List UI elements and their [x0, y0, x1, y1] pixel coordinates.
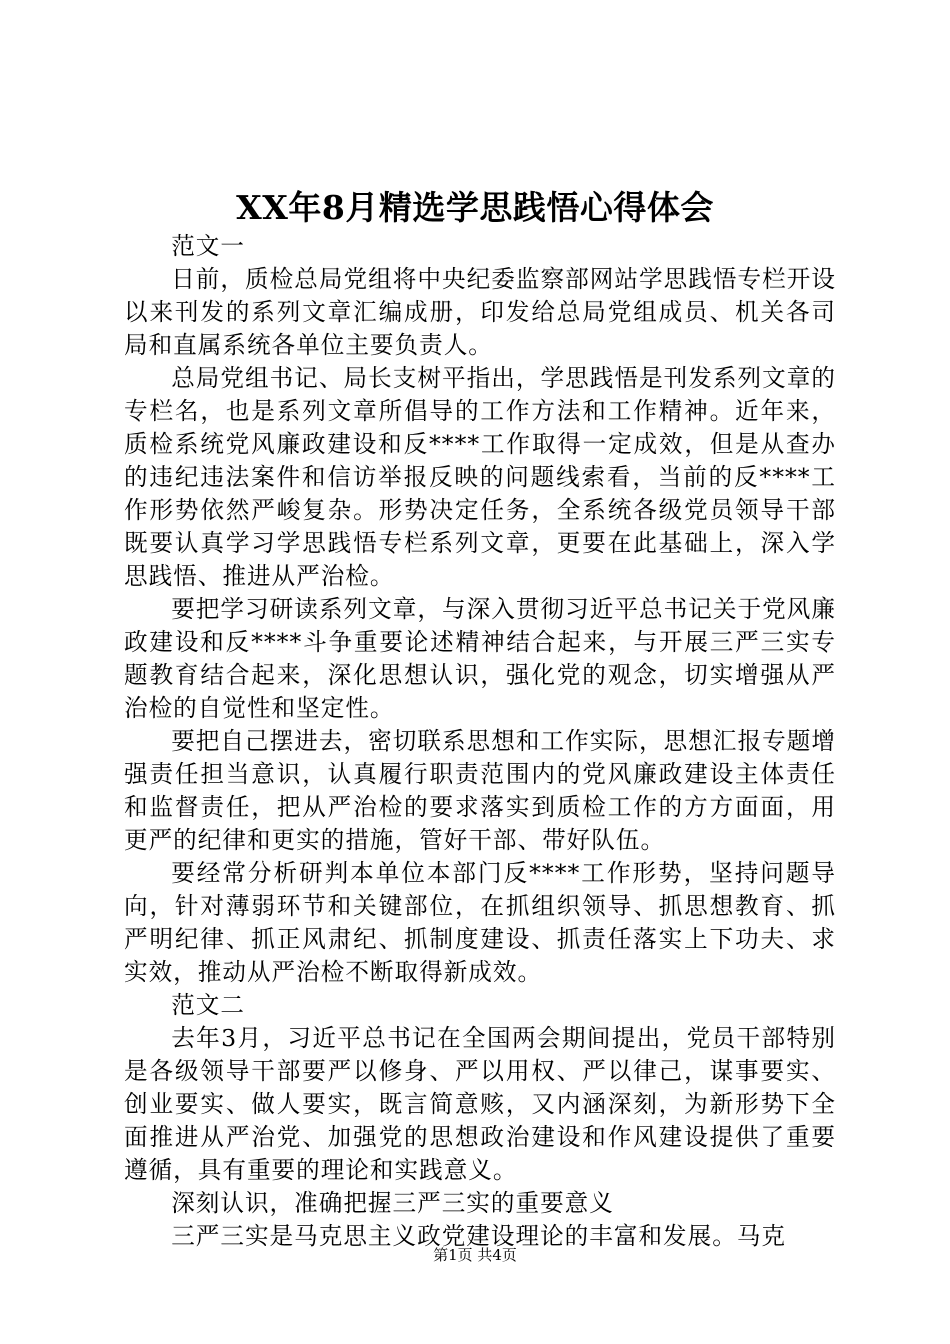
document-body — [124, 230, 836, 1253]
paragraph: 要经常分析研判本单位本部门反****工作形势，坚持问题导向，针对薄弱环节和关键部位，在抓组织领导、抓思想教育、抓严明纪律、抓正风肃纪、抓制度建设、抓责任落实上下功夫、求实效，推动从严治检不断取得新成效。 — [124, 859, 836, 986]
paragraph-subheading: 深刻认识，准确把握三严三实的重要意义 — [171, 1189, 614, 1217]
paragraph: 去年3月，习近平总书记在全国两会期间提出，党员干部特别是各级领导干部要严以修身、严以用权、严以律己，谋事要实、创业要实、做人要实，既言简意赅，又内涵深刻，为新形势下全面推进从严治党、加强党的思想政治建设和作风建设提供了重要遵循，具有重要的理论和实践意义。 — [124, 1024, 836, 1184]
paragraph: 要把学习研读系列文章，与深入贯彻习近平总书记关于党风廉政建设和反****斗争重要论述精神结合起来，与开展三严三实专题教育结合起来，深化思想认识，强化党的观念，切实增强从严治检的自觉性和坚定性。 — [124, 595, 836, 722]
document-title: XX年8月精选学思践悟心得体会 — [236, 188, 714, 227]
paragraph: 要把自己摆进去，密切联系思想和工作实际，思想汇报专题增强责任担当意识，认真履行职责范围内的党风廉政建设主体责任和监督责任，把从严治检的要求落实到质检工作的方方面面，用更严的纪律和更实的措施，管好干部、带好队伍。 — [124, 727, 836, 854]
paragraph: 日前，质检总局党组将中央纪委监察部网站学思践悟专栏开设以来刊发的系列文章汇编成册，印发给总局党组成员、机关各司局和直属系统各单位主要负责人。 — [124, 265, 836, 359]
paragraph: 三严三实是马克思主义政党建设理论的丰富和发展。马克 — [171, 1222, 787, 1250]
paragraph: 总局党组书记、局长支树平指出，学思践悟是刊发系列文章的专栏名，也是系列文章所倡导的工作方法和工作精神。近年来，质检系统党风廉政建设和反****工作取得一定成效，但是从查办的违纪违法案件和信访举报反映的问题线索看，当前的反****工作形势依然严峻复杂。形势决定任务，全系统各级党员领导干部既要认真学习学思践悟专栏系列文章，更要在此基础上，深入学思践悟、推进从严治检。 — [124, 364, 836, 590]
page-footer: 第1页 共4页 — [433, 1246, 517, 1264]
paragraph-heading-2: 范文二 — [171, 991, 245, 1019]
paragraph-heading-1: 范文一 — [171, 232, 245, 260]
